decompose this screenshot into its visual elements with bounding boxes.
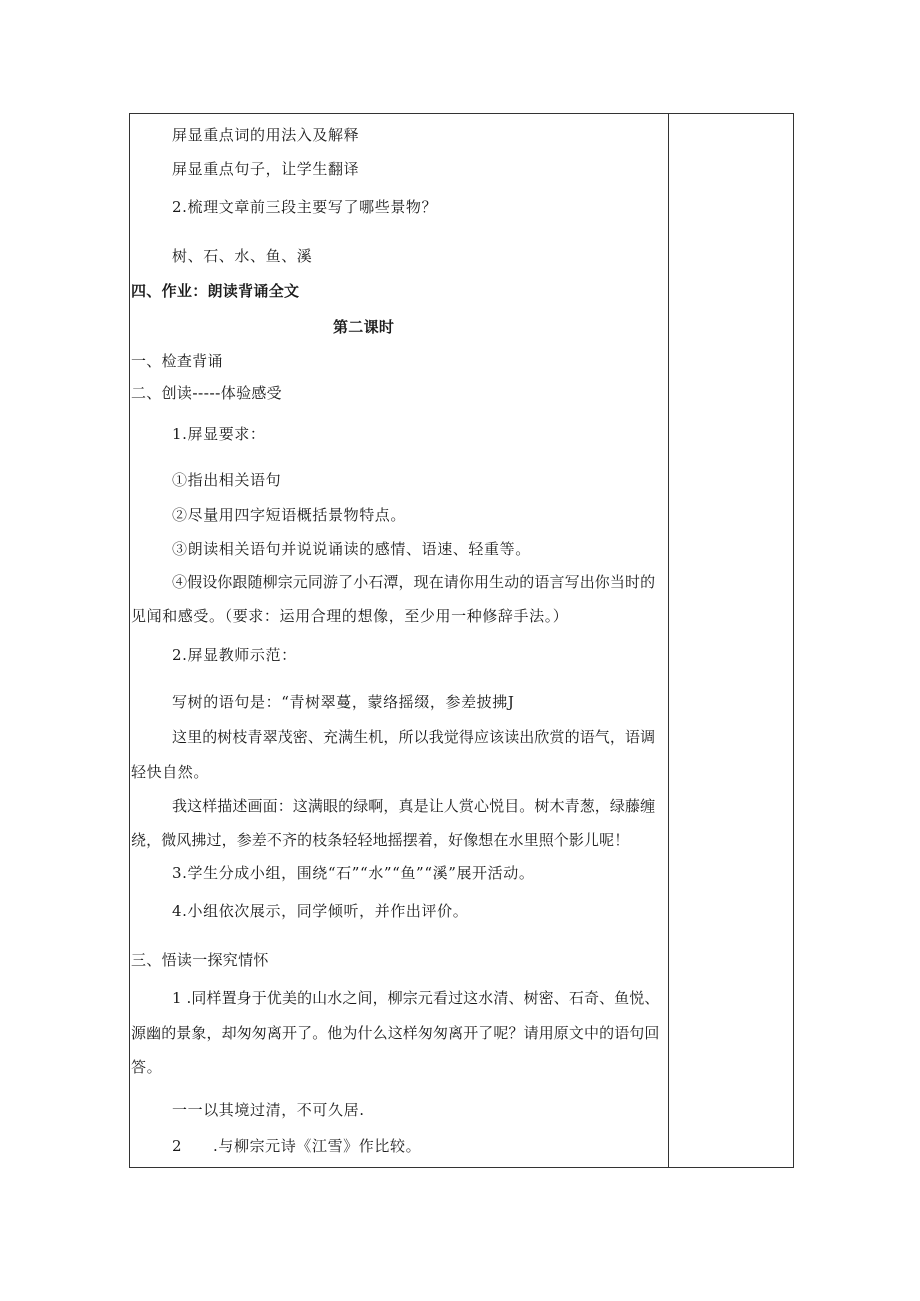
text-line: ①指出相关语句 xyxy=(172,471,282,489)
text-line: 一一以其境过清，不可久居. xyxy=(172,1101,365,1119)
item-number: 2 xyxy=(172,1137,183,1155)
text-line: 写树的语句是：“青树翠蔓，蒙络摇缀，参差披拂J xyxy=(172,693,515,711)
text-line: 屏显重点词的用法入及解释 xyxy=(172,126,360,144)
lesson-title: 第二课时 xyxy=(333,318,395,336)
column-divider xyxy=(668,114,669,1167)
text-line: 我这样描述画面：这满眼的绿啊，真是让人赏心悦目。树木青葱，绿藤缠 xyxy=(172,797,656,815)
text-line: 绕，微风拂过，参差不齐的枝条轻轻地摇摆着，好像想在水里照个影儿呢！ xyxy=(131,831,630,849)
text-line: 源幽的景象，却匆匆离开了。他为什么这样匆匆离开了呢？请用原文中的语句回 xyxy=(131,1024,660,1042)
text-line: 屏显重点句子，让学生翻译 xyxy=(172,160,360,178)
section-heading: 二、创读-----体验感受 xyxy=(131,384,282,402)
text-line: ④假设你跟随柳宗元同游了小石潭，现在请你用生动的语言写出你当时的 xyxy=(172,573,656,591)
text-line: 答。 xyxy=(131,1058,163,1076)
text-line: .与柳宗元诗《江雪》作比较。 xyxy=(213,1137,422,1155)
text-line: 轻快自然。 xyxy=(131,763,210,781)
text-line: 4.小组依次展示，同学倾听，并作出评价。 xyxy=(172,902,469,920)
text-line: 见闻和感受。（要求：运用合理的想像，至少用一种修辞手法。） xyxy=(131,607,569,625)
text-line: 3.学生分成小组，围绕“石”“水”“鱼”“溪”展开活动。 xyxy=(172,864,535,882)
lesson-plan-table xyxy=(129,113,794,1168)
text-line: 1.屏显要求： xyxy=(172,425,266,443)
section-heading: 三、悟读一探究情怀 xyxy=(131,951,269,969)
text-line: 2.梳理文章前三段主要写了哪些景物？ xyxy=(172,198,438,216)
text-line: 这里的树枝青翠茂密、充满生机，所以我觉得应该读出欣赏的语气，语调 xyxy=(172,728,656,746)
text-line: 1 .同样置身于优美的山水之间，柳宗元看过这水清、树密、石奇、鱼悦、 xyxy=(172,989,660,1007)
text-line: ②尽量用四字短语概括景物特点。 xyxy=(172,506,407,524)
text-line: 2.屏显教师示范： xyxy=(172,646,297,664)
text-line: 树、石、水、鱼、溪 xyxy=(172,247,313,265)
section-heading: 一、检查背诵 xyxy=(131,352,223,370)
text-line: ③朗读相关语句并说说诵读的感情、语速、轻重等。 xyxy=(172,540,531,558)
section-heading: 四、作业：朗读背诵全文 xyxy=(131,282,300,300)
